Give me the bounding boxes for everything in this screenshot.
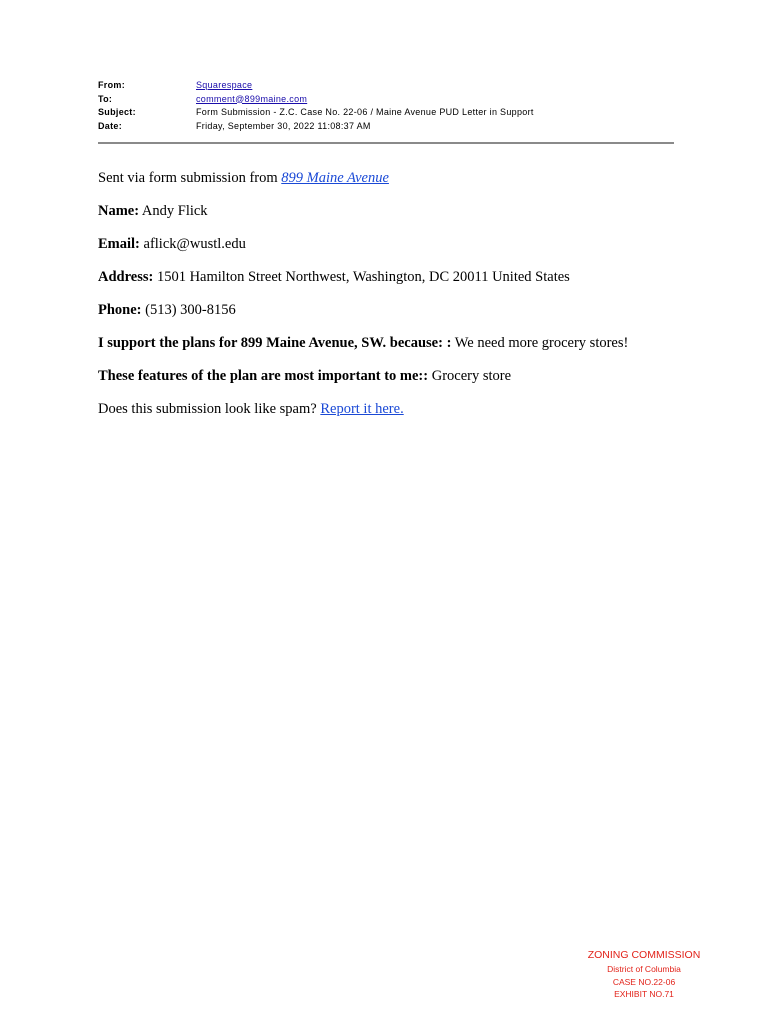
to-link[interactable]: comment@899maine.com	[196, 93, 308, 104]
sent-via-line	[98, 168, 698, 201]
to-label: To:	[98, 93, 113, 104]
support-value: We need more grocery stores!	[451, 335, 629, 351]
date-value: Friday, September 30, 2022 11:08:37 AM	[196, 120, 371, 131]
site-link[interactable]: 899 Maine Avenue	[281, 170, 389, 186]
features-line	[98, 366, 698, 399]
header-divider	[98, 142, 674, 144]
exhibit-stamp	[560, 948, 728, 1001]
spam-text: Does this submission look like spam?	[98, 401, 321, 417]
date-label: Date:	[98, 120, 123, 131]
name-label: Name:	[98, 203, 140, 219]
subject-value: Form Submission - Z.C. Case No. 22-06 / Maine Avenue PUD Letter in Support	[196, 107, 534, 117]
subject-row	[98, 106, 674, 120]
phone-line	[98, 300, 698, 333]
email-line	[98, 234, 698, 267]
email-value: aflick@wustl.edu	[139, 236, 246, 252]
date-row	[98, 120, 674, 134]
to-row	[98, 93, 674, 107]
phone-value: (513) 300-8156	[141, 302, 236, 318]
email-label: Email:	[98, 236, 140, 252]
from-link[interactable]: Squarespace	[196, 80, 253, 90]
address-value: 1501 Hamilton Street Northwest, Washington, DC 20011 United States	[153, 269, 570, 285]
stamp-line-3: CASE NO.22-06	[612, 976, 676, 987]
stamp-line-4: EXHIBIT NO.71	[614, 989, 674, 999]
name-value: Andy Flick	[139, 203, 208, 219]
features-value: Grocery store	[428, 368, 512, 384]
name-line	[98, 201, 698, 234]
stamp-line-2: District of Columbia	[607, 964, 681, 974]
phone-label: Phone:	[98, 302, 142, 318]
subject-label: Subject:	[98, 107, 136, 117]
spam-line	[98, 399, 698, 432]
email-header	[98, 79, 674, 133]
support-line	[98, 333, 698, 366]
address-line	[98, 267, 698, 300]
from-label: From:	[98, 80, 125, 90]
features-label: These features of the plan are most important to me::	[98, 368, 429, 384]
stamp-line-1: ZONING COMMISSION	[587, 949, 701, 961]
sent-via-text: Sent via form submission from	[98, 170, 282, 186]
from-row	[98, 79, 674, 93]
report-spam-link[interactable]: Report it here.	[320, 401, 404, 417]
support-label: I support the plans for 899 Maine Avenue, SW. because: :	[98, 335, 452, 351]
address-label: Address:	[98, 269, 154, 285]
email-body	[98, 168, 698, 432]
